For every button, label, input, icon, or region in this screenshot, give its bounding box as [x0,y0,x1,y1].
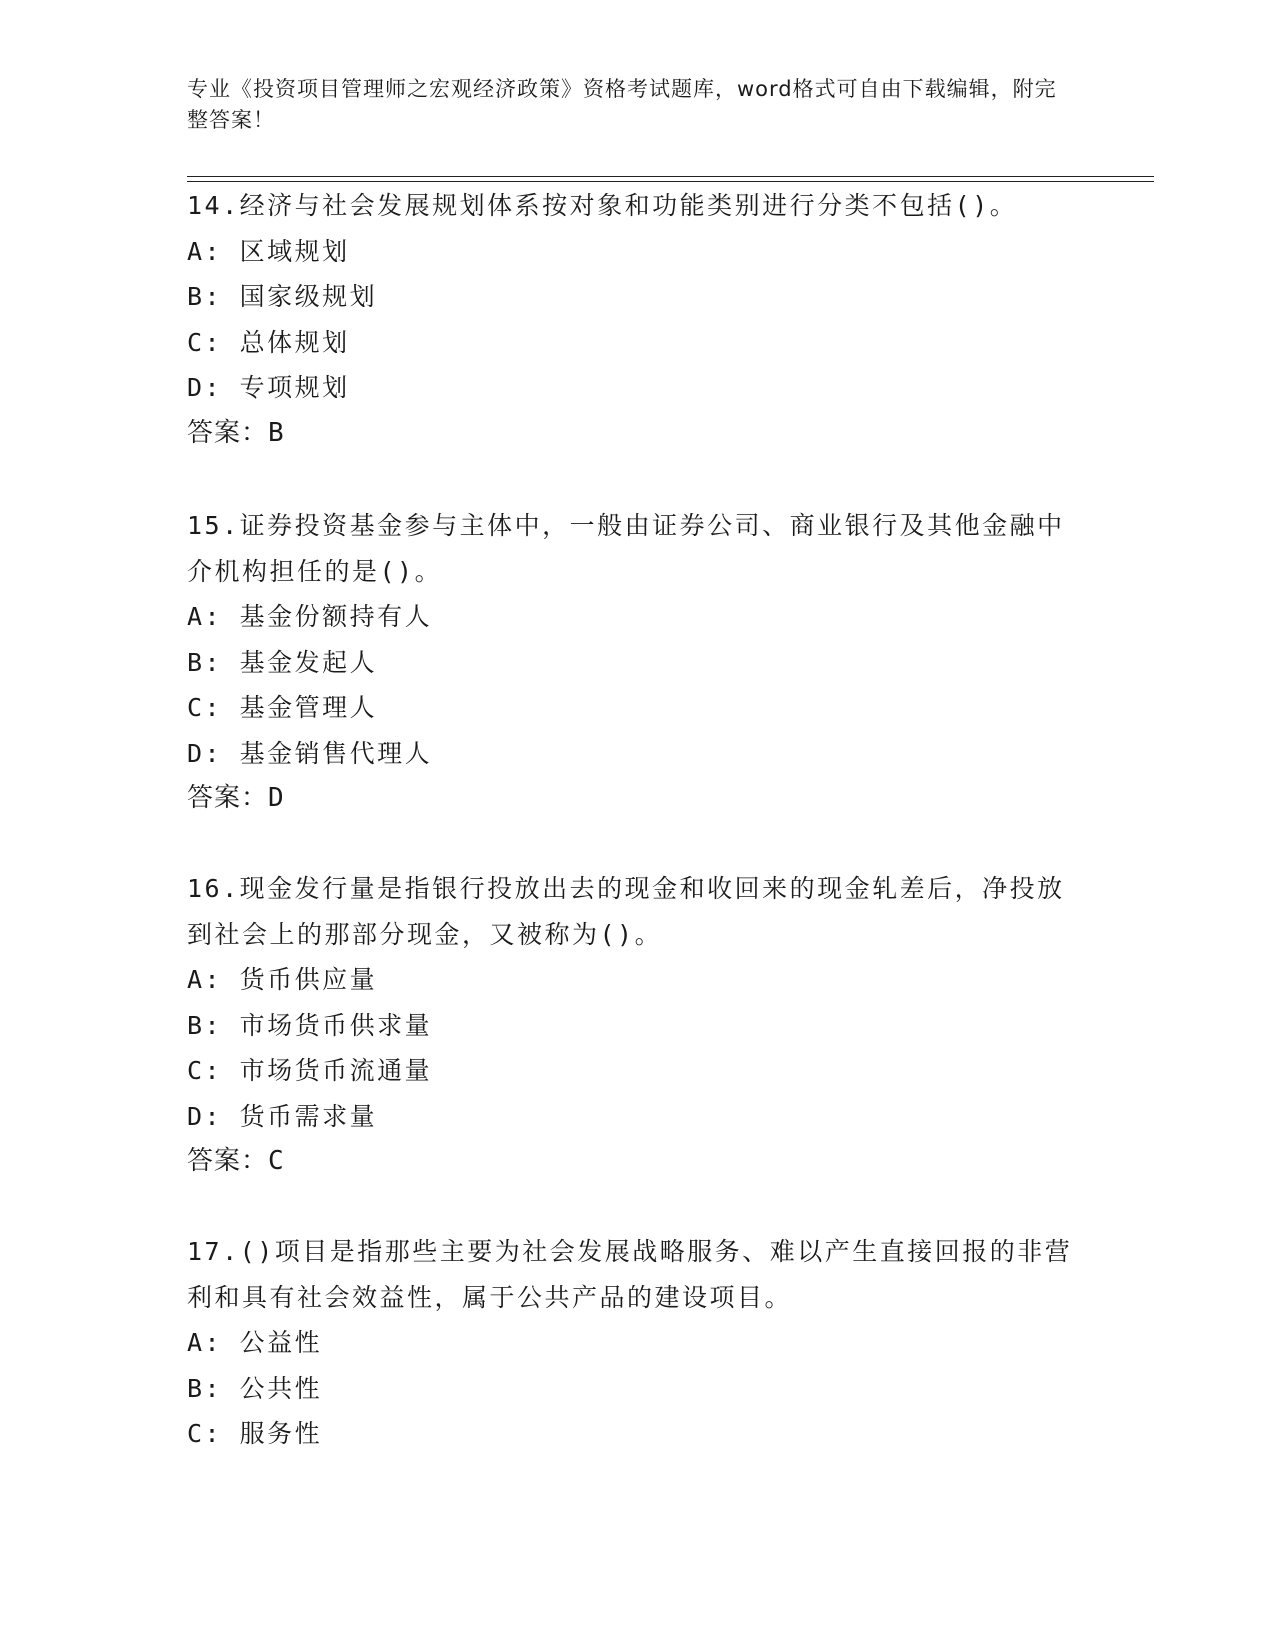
answer-value: D [268,783,285,813]
option-b: B: 市场货币供求量 [187,1010,433,1040]
option-a: A: 公益性 [187,1328,323,1357]
question-stem: 17.()项目是指那些主要为社会发展战略服务、难以产生直接回报的非营利和具有社会效益性，属于公共产品的建设项目。 [187,1237,1073,1312]
question-stem: 16.现金发行量是指银行投放出去的现金和收回来的现金轧差后，净投放到社会上的那部分现金，又被称为()。 [187,874,1065,949]
question-stem: 15.证券投资基金参与主体中，一般由证券公司、商业银行及其他金融中介机构担任的是()。 [187,511,1065,586]
answer-line [187,411,1087,457]
option-c: C: 总体规划 [187,327,350,357]
header-divider-bottom [187,181,1154,182]
answer-value: B [268,417,285,448]
option-a: A: 货币供应量 [187,965,378,994]
option-a: A: 区域规划 [187,236,350,266]
answer-label: 答案： [187,1146,269,1176]
question-15 [187,503,1087,822]
question-16 [187,866,1087,1185]
option-b: B: 公共性 [187,1373,323,1403]
question-14 [187,183,1087,456]
answer-label: 答案： [187,417,269,448]
option-d: D: 基金销售代理人 [187,738,433,768]
option-c: C: 基金管理人 [187,693,378,722]
option-d: D: 货币需求量 [187,1101,378,1131]
option-c: C: 服务性 [187,1419,323,1448]
answer-value: C [268,1146,285,1176]
option-a: A: 基金份额持有人 [187,602,433,631]
option-b: B: 国家级规划 [187,282,378,311]
question-17 [187,1229,1087,1457]
document-header: 专业《投资项目管理师之宏观经济政策》资格考试题库，word格式可自由下载编辑，附完整答案！ [187,77,1057,132]
option-c: C: 市场货币流通量 [187,1056,433,1085]
header-divider-top [187,176,1154,177]
option-d: D: 专项规划 [187,373,350,402]
answer-line [187,776,1087,822]
answer-label: 答案： [187,783,269,813]
answer-line [187,1139,1087,1185]
option-b: B: 基金发起人 [187,647,378,677]
question-stem: 14.经济与社会发展规划体系按对象和功能类别进行分类不包括()。 [187,191,1018,220]
